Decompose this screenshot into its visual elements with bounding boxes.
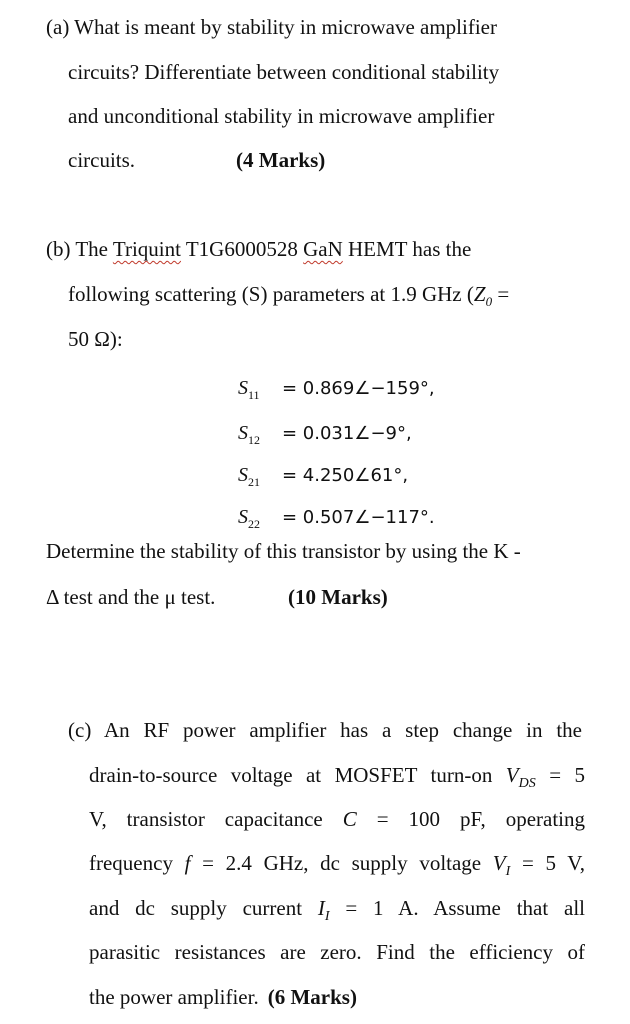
part-a-line-3: and unconditional stability in microwave amplifier (68, 104, 495, 128)
s-param-value: = 0.507∠−117°. (282, 507, 435, 528)
ii-symbol: I (317, 896, 325, 920)
part-c-line-3 (89, 806, 585, 832)
text-span: drain-to-source voltage at MOSFET turn-on (89, 763, 506, 787)
s-param-row (238, 420, 412, 453)
part-b-line-1 (46, 236, 471, 262)
part-b-line-5: Δ test and the μ test. (46, 585, 216, 609)
s-param-name (238, 420, 282, 453)
part-c-line-2 (89, 762, 585, 797)
text-span: and dc supply current (89, 896, 318, 920)
text-span: T1G6000528 (180, 237, 304, 261)
text-span: frequency (89, 851, 185, 875)
s-symbol: S (238, 506, 248, 528)
f-symbol: f (184, 851, 191, 875)
vds-symbol: V (505, 763, 519, 787)
vi-subscript: I (505, 864, 511, 880)
part-b-marks: (10 Marks) (288, 585, 388, 609)
s-param-value: = 0.869∠−159°, (282, 378, 435, 399)
s-param-name (238, 375, 282, 408)
z-subscript: 0 (485, 294, 493, 310)
text-span: = 100 pF, operating (356, 807, 585, 831)
s-param-value: = 4.250∠61°, (282, 465, 409, 486)
s-subscript: 11 (248, 388, 260, 402)
s-subscript: 12 (248, 433, 260, 447)
s-param-row (238, 504, 435, 537)
part-c-line-7 (89, 984, 357, 1010)
s-param-name (238, 504, 282, 537)
part-a-line-4: circuits. (68, 148, 136, 172)
text-span: = (492, 282, 510, 306)
text-span: (b) The (46, 237, 113, 261)
text-span: = 5 (535, 763, 585, 787)
part-c-line-6: parasitic resistances are zero. Find the efficiency of (89, 940, 585, 964)
vi-symbol: V (492, 851, 506, 875)
part-c-line-1: (c) An RF power amplifier has a step change in the (68, 718, 582, 742)
spellcheck-word-triquint: Triquint (112, 237, 181, 261)
s-symbol: S (238, 377, 248, 399)
part-a-line-2: circuits? Differentiate between conditional stability (68, 60, 500, 84)
part-a-line-1: (a) What is meant by stability in microwave amplifier (46, 15, 497, 39)
s-subscript: 21 (248, 475, 260, 489)
s-param-row (238, 462, 408, 495)
text-span: V, transistor capacitance (89, 807, 343, 831)
s-param-value: = 0.031∠−9°, (282, 423, 412, 444)
ii-subscript: I (324, 909, 330, 925)
part-b-line-3: 50 Ω): (68, 327, 123, 351)
part-a-marks: (4 Marks) (236, 148, 326, 172)
part-c-line-4 (89, 850, 585, 885)
c-symbol: C (342, 807, 357, 831)
text-span: = 1 A. Assume that all (329, 896, 585, 920)
text-span: following scattering (S) parameters at 1.9 GHz ( (68, 282, 474, 306)
part-b-line-2 (68, 281, 509, 315)
s-param-row (238, 375, 435, 408)
spellcheck-word-gan: GaN (303, 237, 343, 261)
z-symbol: Z (473, 282, 486, 306)
text-span: the power amplifier. (89, 985, 259, 1009)
part-b-line-4: Determine the stability of this transistor by using the K - (46, 539, 521, 563)
vds-subscript: DS (518, 776, 536, 792)
text-span: = 2.4 GHz, dc supply voltage (190, 851, 493, 875)
text-span: HEMT has the (342, 237, 472, 261)
s-param-name (238, 462, 282, 495)
s-subscript: 22 (248, 517, 260, 531)
s-symbol: S (238, 464, 248, 486)
s-symbol: S (238, 422, 248, 444)
part-c-line-5 (89, 895, 585, 930)
text-span: = 5 V, (510, 851, 585, 875)
part-c-marks: (6 Marks) (267, 985, 357, 1009)
